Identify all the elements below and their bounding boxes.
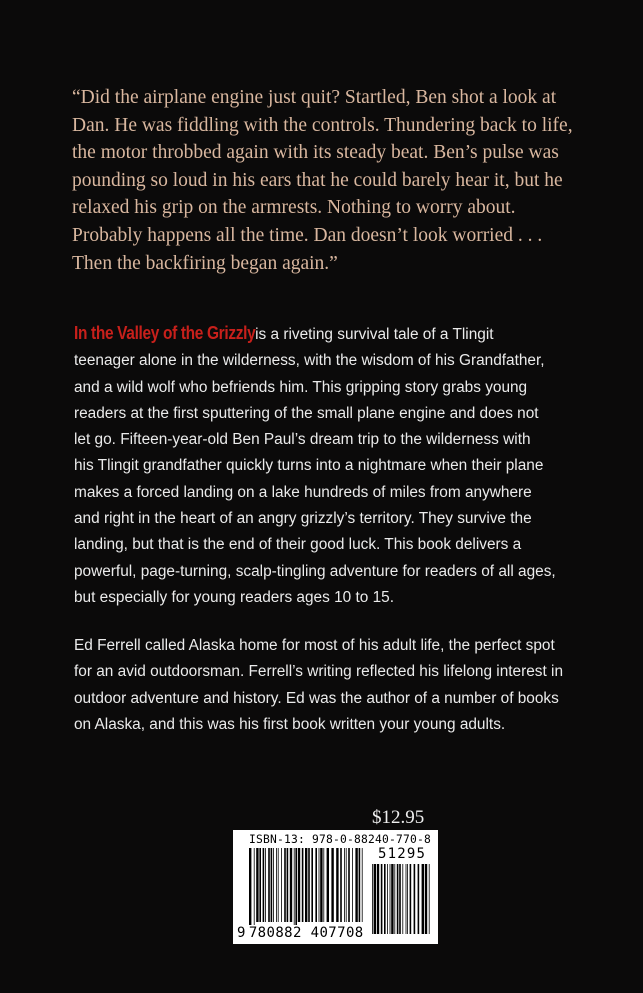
price-addon-barcode <box>372 864 432 940</box>
barcode-bar <box>284 848 286 922</box>
barcode-bar <box>429 864 430 934</box>
barcode-bar <box>391 864 393 934</box>
author-line: for an avid outdoorsman. Ferrell’s writing reflected his lifelong interest in <box>74 663 564 681</box>
author-bio <box>74 633 574 738</box>
price-code-digits: 51295 <box>378 846 427 862</box>
barcode-bar <box>308 848 310 922</box>
book-title: In the Valley of the Grizzly <box>74 323 256 343</box>
barcode-bar <box>394 864 395 934</box>
barcode-bar <box>397 864 399 934</box>
description-line: let go. Fifteen-year-old Ben Paul’s dream trip to the wilderness with <box>74 431 531 449</box>
barcode-bar <box>377 864 379 934</box>
barcode-bar <box>410 864 412 934</box>
book-description <box>74 320 574 611</box>
quote-line: the motor throbbed again with its steady beat. Ben’s pulse was <box>72 142 559 164</box>
barcode-bar <box>271 848 273 922</box>
description-line: readers at the first sputtering of the small plane engine and does not <box>74 404 539 422</box>
barcode-bar <box>327 848 329 922</box>
author-line: Ed Ferrell called Alaska home for most of his adult life, the perfect spot <box>74 637 555 654</box>
barcode-bar <box>294 848 295 928</box>
description-line: makes a forced landing on a lake hundreds of miles from anywhere <box>74 483 532 501</box>
barcode-bar <box>340 848 342 922</box>
barcode-bar <box>390 864 391 934</box>
barcode-bar <box>287 848 289 922</box>
barcode-bar <box>346 848 347 922</box>
quote-line: relaxed his grip on the armrests. Nothing to worry about. <box>72 197 516 219</box>
barcode-bar <box>387 864 388 934</box>
price-label: $12.95 <box>372 807 425 828</box>
barcode-bar <box>336 848 338 922</box>
barcode-bar <box>381 864 383 934</box>
barcode-bar <box>315 848 317 922</box>
barcode-bar <box>384 864 386 934</box>
barcode-bar <box>399 864 401 934</box>
barcode-bar <box>298 848 300 922</box>
barcode-bar <box>348 848 350 922</box>
ean-digits <box>237 925 364 941</box>
barcode-bar <box>359 848 361 922</box>
description-first-line: is a riveting survival tale of a Tlingit <box>250 326 494 343</box>
description-line: but especially for young readers ages 10 to 15. <box>74 588 394 606</box>
barcode-bar <box>425 864 427 934</box>
description-line: powerful, page-turning, scalp-tingling adventure for readers of all ages, <box>74 562 556 580</box>
description-line: teenager alone in the wilderness, with the wisdom of his Grandfather, <box>74 352 545 370</box>
barcode-bar <box>355 848 357 922</box>
ean-first-digit: 9 <box>237 925 246 941</box>
barcode-bar <box>256 848 258 922</box>
barcode-bar <box>414 864 416 934</box>
barcode-bar <box>319 848 320 922</box>
isbn-label: ISBN-13: 978-0-88240-770-8 <box>249 833 432 846</box>
author-line: on Alaska, and this was his first book written your young adults. <box>74 715 506 733</box>
ean-rest-digits: 780882 407708 <box>248 925 364 941</box>
barcode-bar <box>331 848 333 922</box>
barcode-bar <box>268 848 270 922</box>
barcode-bar <box>295 848 297 928</box>
barcode-bar <box>305 848 307 922</box>
barcode-bar <box>259 848 261 922</box>
barcode-bar <box>276 848 277 922</box>
barcode-bar <box>374 864 376 934</box>
ean-barcode <box>249 848 363 928</box>
description-line: and right in the heart of an angry grizzly’s territory. They survive the <box>74 510 532 528</box>
barcode-bar <box>320 848 322 922</box>
barcode-bar <box>344 848 345 922</box>
barcode-bar <box>273 848 274 922</box>
barcode-bar <box>278 848 279 922</box>
barcode-bar <box>407 864 408 934</box>
barcode-bar <box>263 848 265 922</box>
excerpt-quote <box>72 84 592 277</box>
quote-line: Then the backfiring began again.” <box>72 252 338 274</box>
barcode-bar <box>422 864 424 934</box>
description-line: landing, but that is the end of their good luck. This book delivers a <box>74 536 522 554</box>
barcode-bar <box>362 848 363 922</box>
description-line: and a wild wolf who befriends him. This gripping story grabs young <box>74 378 528 396</box>
quote-line: Probably happens all the time. Dan doesn’t look worried . . . <box>72 224 543 246</box>
barcode-bar <box>372 864 373 934</box>
quote-line: “Did the airplane engine just quit? Startled, Ben shot a look at <box>72 87 557 108</box>
quote-line: Dan. He was fiddling with the controls. Thundering back to life, <box>72 114 573 136</box>
barcode-bar <box>323 848 324 922</box>
barcode-bar <box>311 848 313 922</box>
barcode-bar <box>406 864 407 934</box>
barcode-bar <box>402 864 403 934</box>
author-line: outdoor adventure and history. Ed was the author of a number of books <box>74 689 559 707</box>
description-line: his Tlingit grandfather quickly turns into a nightmare when their plane <box>74 457 544 475</box>
barcode-bar <box>302 848 304 922</box>
barcode-bar <box>418 864 420 934</box>
barcode-bar <box>249 848 251 928</box>
barcode-bar <box>290 848 292 922</box>
barcode-bar <box>254 848 255 928</box>
description-line <box>74 320 574 348</box>
barcode-bar <box>265 848 266 922</box>
barcode-bar <box>352 848 353 922</box>
quote-line: pounding so loud in his ears that he could barely hear it, but he <box>72 169 563 191</box>
barcode-bar <box>281 848 282 922</box>
